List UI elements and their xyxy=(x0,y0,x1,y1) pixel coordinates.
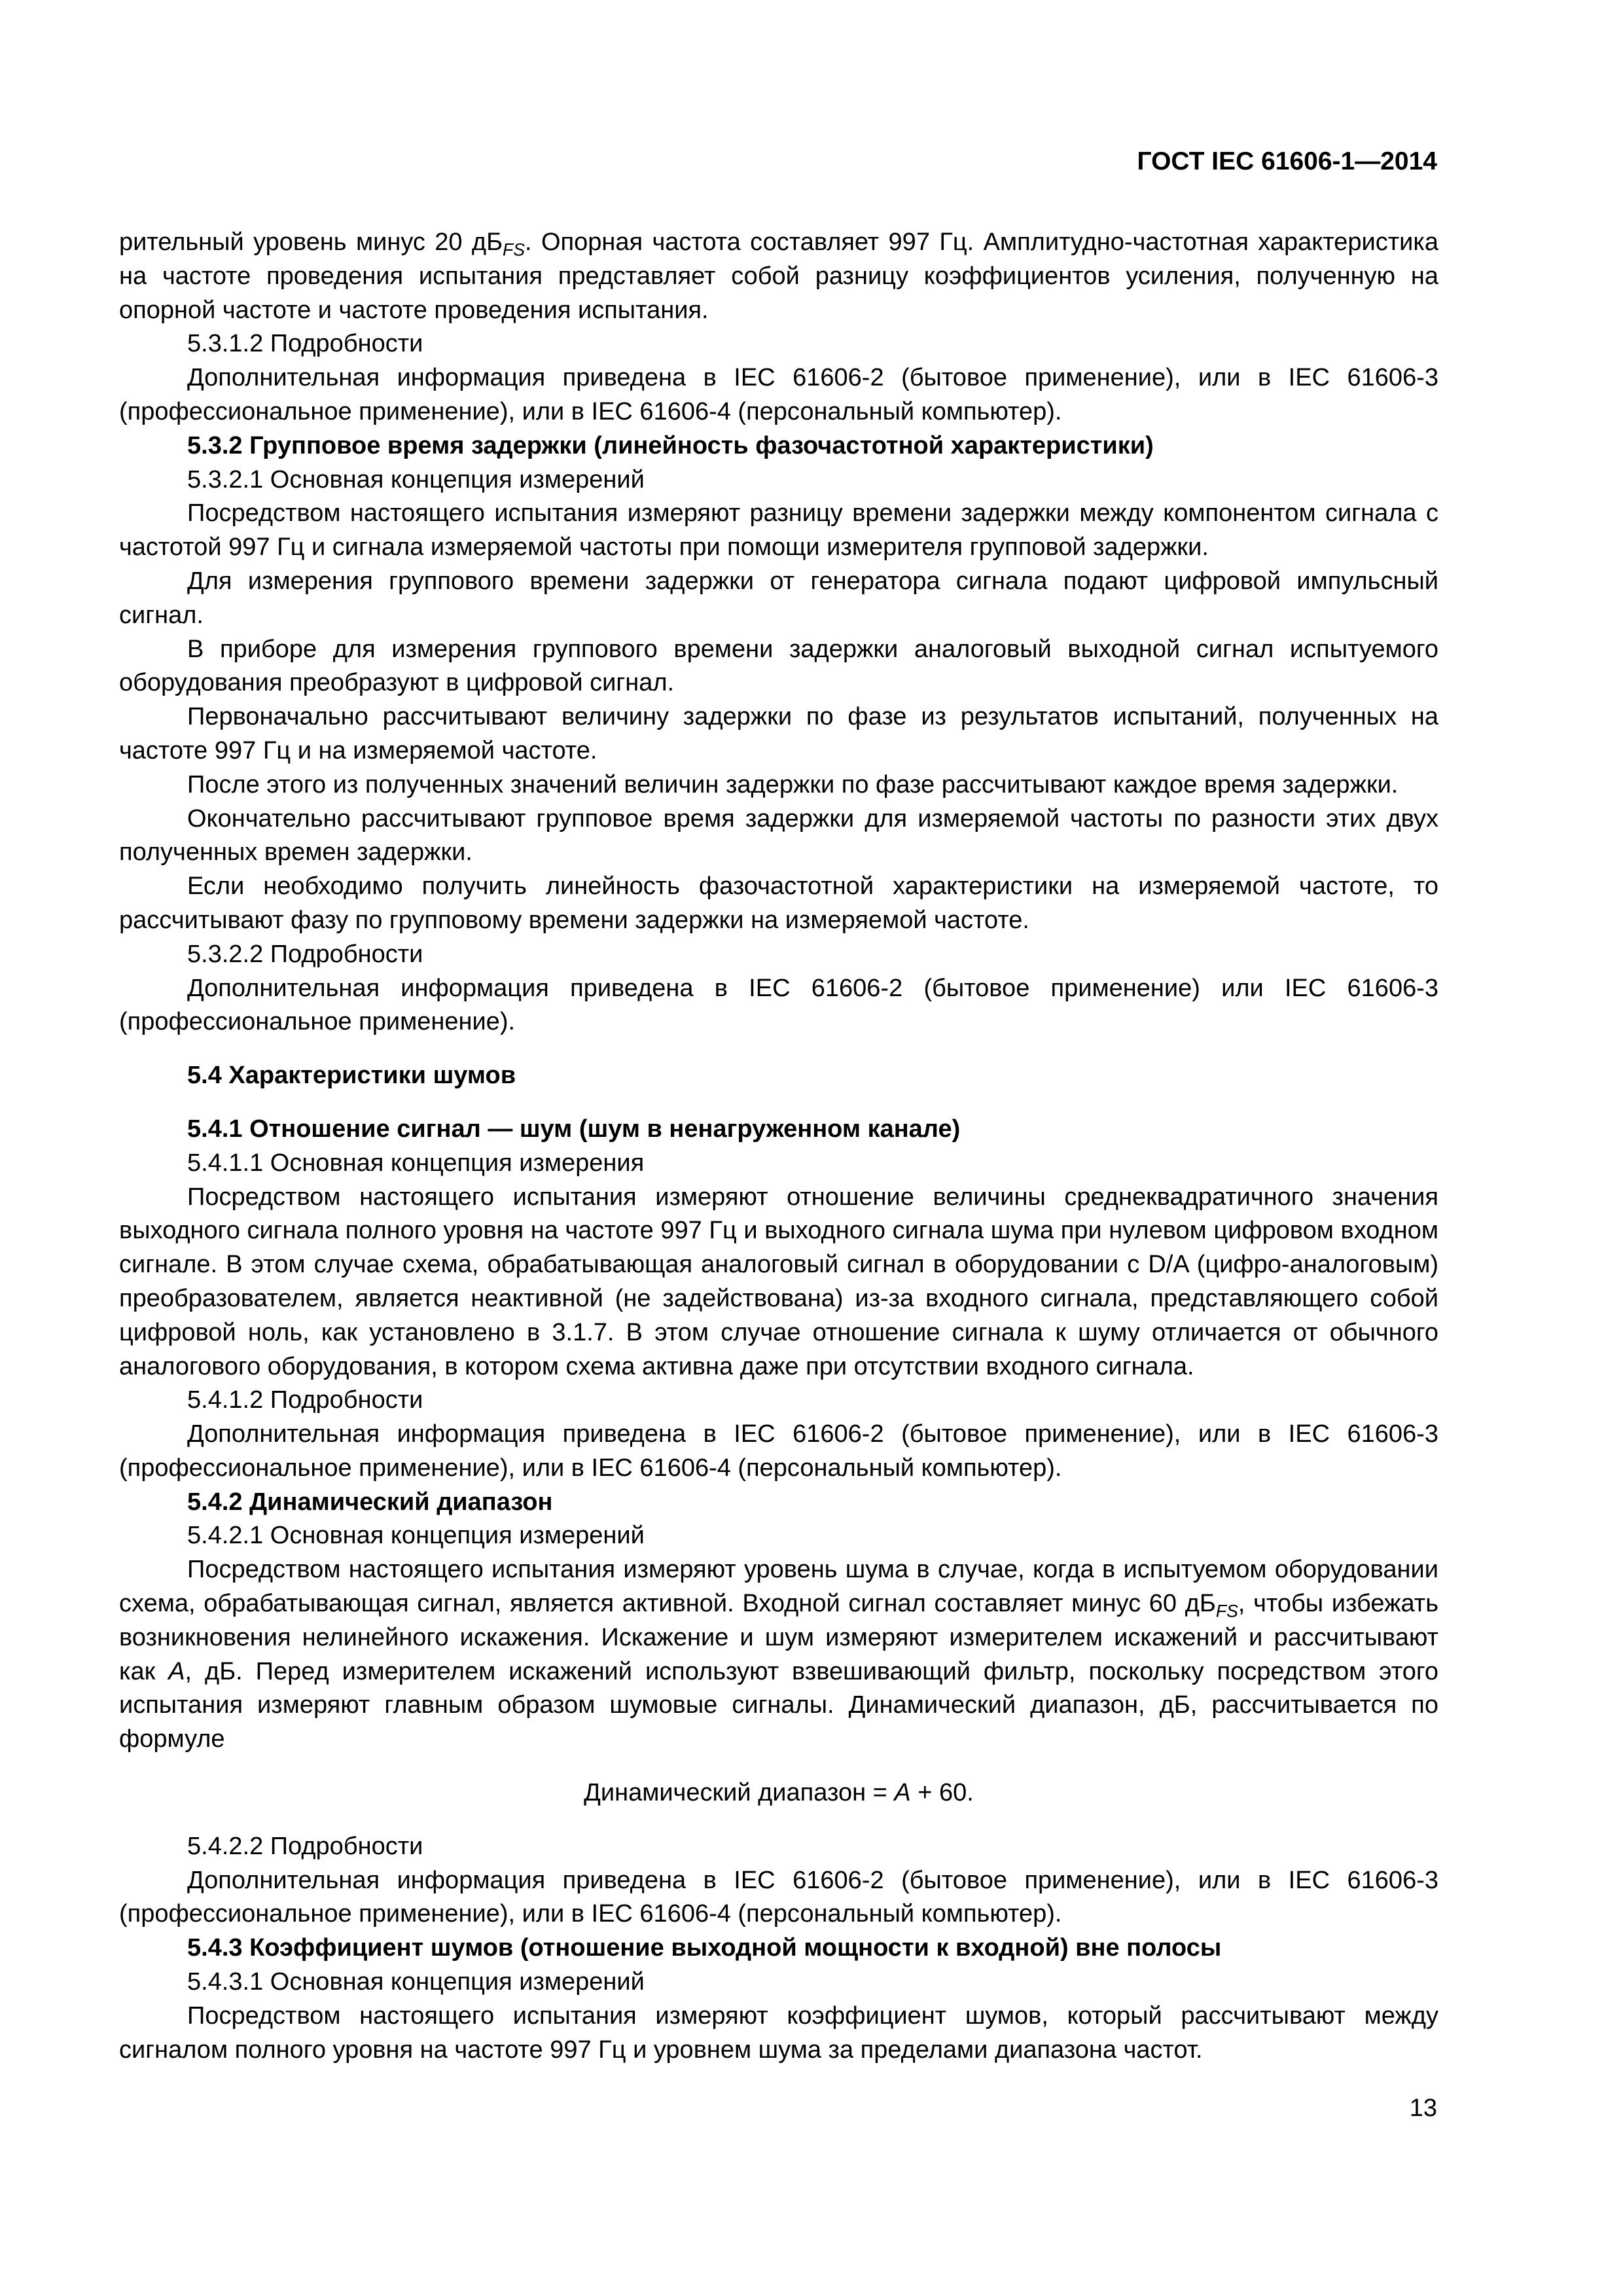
page-number: 13 xyxy=(1409,2094,1437,2122)
paragraph: Дополнительная информация приведена в IEC 61606-2 (бытовое применение), или в IEC 61606-3 (профессиональное применение), или в IEC 61606-4 (персональный компьютер). xyxy=(119,1866,1438,1928)
page-header: ГОСТ IEC 61606-1—2014 xyxy=(1137,147,1437,175)
clause-heading: 5.3.2.2 Подробности xyxy=(187,940,423,968)
variable-a: A xyxy=(168,1657,185,1685)
paragraph: Дополнительная информация приведена в IEC 61606-2 (бытовое применение), или в IEC 61606-3 (профессиональное применение), или в IEC 61606-4 (персональный компьютер). xyxy=(119,364,1438,425)
formula: Динамический диапазон = A + 60. xyxy=(584,1779,974,1807)
paragraph: Для измерения группового времени задержки от генератора сигнала подают цифровой импульсный сигнал. xyxy=(119,567,1438,629)
clause-heading: 5.3.1.2 Подробности xyxy=(187,330,423,358)
paragraph: Посредством настоящего испытания измеряют уровень шума в случае, когда в испытуемом оборудовании схема, обрабатывающая сигнал, является активной. Входной сигнал составляет минус 60 $дБ_{FS}$, чтобы избежать возникновения нелинейного искажения. Искажение и шум измеряют измерителем искажений и рассчитывают как A, дБ. Перед измерителем искажений используют взвешивающий фильтр, поскольку посредством этого испытания измеряют главным образом шумовые сигналы. Динамический диапазон, дБ, рассчитывается по формуле xyxy=(119,1556,1439,1753)
clause-heading: 5.3.2.1 Основная концепция измерений xyxy=(187,465,645,493)
paragraph: Окончательно рассчитывают групповое время задержки для измеряемой частоты по разности этих двух полученных времен задержки. xyxy=(119,804,1438,867)
paragraph: После этого из полученных значений величин задержки по фазе рассчитывают каждое время задержки. xyxy=(187,770,1399,798)
paragraph: Если необходимо получить линейность фазочастотной характеристики на измеряемой частоте, то рассчитывают фазу по групповому времени задержки на измеряемой частоте. xyxy=(119,872,1438,934)
page-content xyxy=(119,226,1438,2067)
section-heading: 5.4.2 Динамический диапазон xyxy=(187,1488,553,1516)
subscript-fs: FS xyxy=(1215,1601,1238,1621)
section-heading: 5.4 Характеристики шумов xyxy=(187,1062,516,1090)
section-heading: 5.4.3 Коэффициент шумов (отношение выходной мощности к входной) вне полосы xyxy=(187,1934,1222,1962)
subscript-fs: FS xyxy=(503,240,526,260)
section-heading: 5.4.1 Отношение сигнал — шум (шум в ненагруженном канале) xyxy=(187,1115,961,1143)
paragraph: Первоначально рассчитывают величину задержки по фазе из результатов испытаний, полученных на частоте 997 Гц и на измеряемой частоте. xyxy=(119,703,1438,764)
paragraph: рительный уровень минус 20 $дБ_{FS}$. Опорная частота составляет 997 Гц. Амплитудно-частотная характеристика на частоте проведения испытания представляет собой разницу коэффициентов усиления, полученную на опорной частоте и частоте проведения испытания. xyxy=(119,228,1438,324)
clause-heading: 5.4.3.1 Основная концепция измерений xyxy=(187,1968,645,1996)
section-heading: 5.3.2 Групповое время задержки (линейность фазочастотной характеристики) xyxy=(187,431,1154,459)
paragraph: Посредством настоящего испытания измеряют разницу времени задержки между компонентом сигнала с частотой 997 Гц и сигнала измеряемой частоты при помощи измерителя групповой задержки. xyxy=(119,499,1438,562)
clause-heading: 5.4.2.1 Основная концепция измерений xyxy=(187,1522,645,1550)
paragraph: Посредством настоящего испытания измеряют коэффициент шумов, который рассчитывают между сигналом полного уровня на частоте 997 Гц и уровнем шума за пределами диапазона частот. xyxy=(119,2001,1438,2064)
paragraph: Дополнительная информация приведена в IEC 61606-2 (бытовое применение) или IEC 61606-3 (профессиональное применение). xyxy=(119,974,1438,1036)
paragraph: В приборе для измерения группового времени задержки аналоговый выходной сигнал испытуемого оборудования преобразуют в цифровой сигнал. xyxy=(119,635,1438,697)
variable-a: A xyxy=(894,1779,911,1807)
paragraph: Дополнительная информация приведена в IEC 61606-2 (бытовое применение), или в IEC 61606-3 (профессиональное применение), или в IEC 61606-4 (персональный компьютер). xyxy=(119,1420,1438,1482)
clause-heading: 5.4.2.2 Подробности xyxy=(187,1832,423,1860)
clause-heading: 5.4.1.1 Основная концепция измерения xyxy=(187,1149,645,1177)
clause-heading: 5.4.1.2 Подробности xyxy=(187,1386,423,1414)
paragraph: Посредством настоящего испытания измеряют отношение величины среднеквадратичного значения выходного сигнала полного уровня на частоте 997 Гц и выходного сигнала шума при нулевом цифровом входном сигнале. В этом случае схема, обрабатывающая аналоговый сигнал в оборудовании с D/A (цифро-аналоговым) преобразователем, является неактивной (не задействована) из-за входного сигнала, представляющего собой цифровой ноль, как установлено в 3.1.7. В этом случае отношение сигнала к шуму отличается от обычного аналогового оборудования, в котором схема активна даже при отсутствии входного сигнала. xyxy=(119,1183,1438,1380)
